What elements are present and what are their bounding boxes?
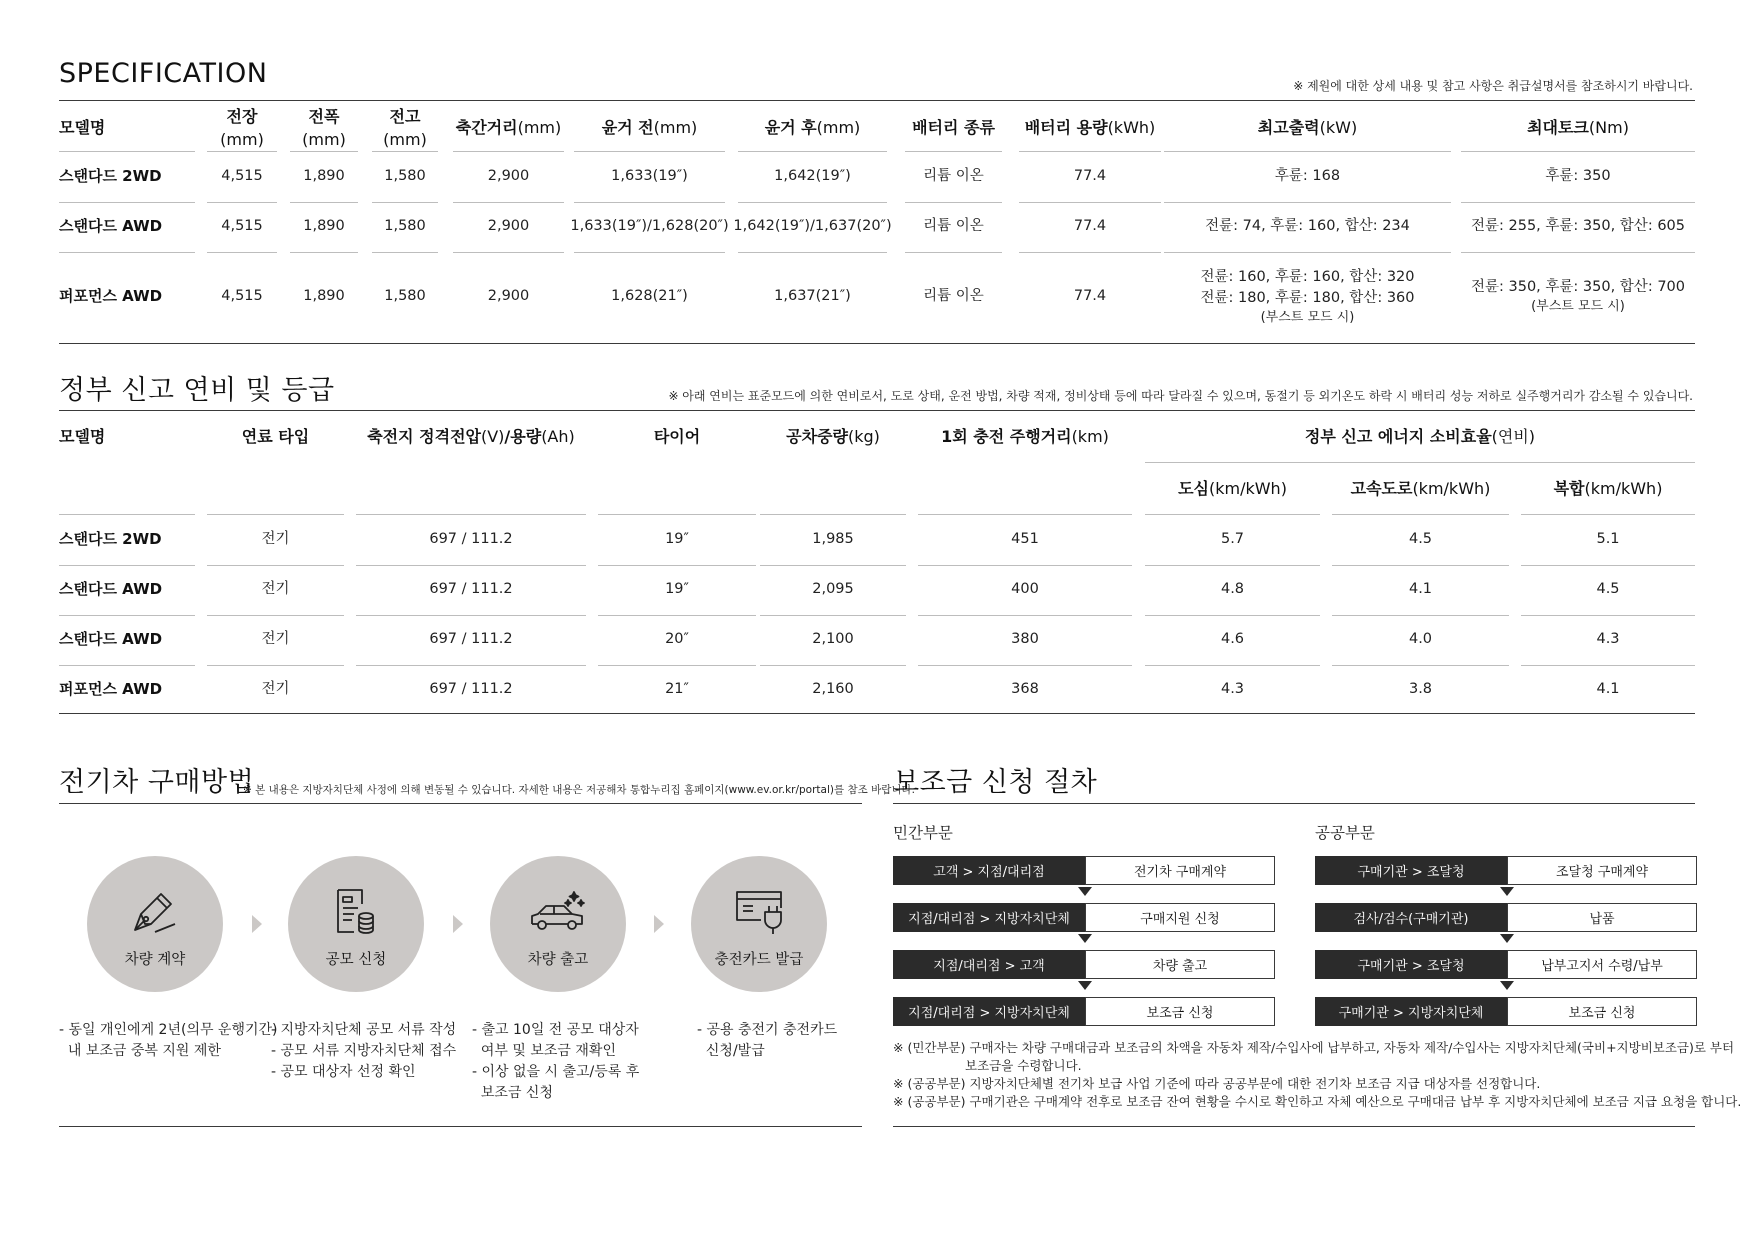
efficiency-cell: 전기	[261, 631, 290, 648]
spec-cell	[1461, 152, 1695, 202]
efficiency-cell: 5.7	[1220, 531, 1245, 548]
flow-down-arrow	[1078, 934, 1092, 943]
subsidy-notes: ※ (민간부문) 구매자는 차량 구매대금과 보조금의 차액을 자동차 제작/수입사에 납부하고, 자동차 제작/수입사는 지방자치단체(국비+지방비보조금)로 부터 보조금을 수령합니다. ※ (공공부문) 지방자치단체별 전기차 보급 사업 기준에 따라 공공부문에 대한 전기차 보조금 지급 대상자를 선정합니다. ※ (공공부문) 구매기관은 구매계약 전후로 보조금 잔여 현황을 수시로 확인하고 자체 예산으로 구매대금 납부 후 지방자치단체에 보조금 지급 요청을 합니다.	[893, 1040, 1742, 1109]
step-arrow	[654, 915, 664, 933]
procedure-from: 지점/대리점 > 지방자치단체	[893, 997, 1085, 1026]
header-label	[1305, 425, 1535, 448]
efficiency-note: ※ 아래 연비는 표준모드에 의한 연비로서, 도로 상태, 운전 방법, 차량 적재, 정비상태 등에 따라 달라질 수 있으며, 동절기 등 외기온도 하락 시 배터리 성능 저하로 실주행거리가 감소될 수 있습니다.	[668, 389, 1693, 403]
efficiency-cell: 451	[1011, 531, 1039, 548]
header-label	[1025, 116, 1156, 139]
header-text: 전폭	[308, 106, 340, 126]
procedure-from: 검사/검수(구매기관)	[1315, 903, 1507, 932]
header-unit: (kWh)	[1107, 118, 1156, 138]
header-text: 1회 충전 주행거리	[941, 427, 1072, 447]
spec-cell	[1164, 252, 1451, 342]
header-text: 고속도로	[1350, 479, 1413, 499]
model-name: 스탠다드 2WD	[59, 167, 162, 186]
procedure-from: 지점/대리점 > 지방자치단체	[893, 903, 1085, 932]
spec-cell	[1164, 202, 1451, 252]
efficiency-cell: 19″	[665, 581, 689, 598]
procedure-from: 지점/대리점 > 고객	[893, 950, 1085, 979]
header-text: 배터리 용량	[1024, 118, 1108, 138]
procedure-action: 납품	[1507, 903, 1697, 932]
efficiency-cell: 2,095	[812, 581, 854, 598]
purchase-note: ※ 본 내용은 지방자치단체 사정에 의해 변동될 수 있습니다. 자세한 내용은 저공해차 통합누리집 홈페이지(www.ev.or.kr/portal)를 참조 바랍니다.	[243, 784, 915, 796]
header-unit: (km/kWh)	[1412, 479, 1491, 499]
efficiency-cell: 4.8	[1220, 581, 1245, 598]
efficiency-top-rule	[59, 410, 1695, 411]
efficiency-cell: 697 / 111.2	[429, 531, 513, 548]
purchase-top-rule	[59, 803, 862, 804]
header-unit: (연비)	[1491, 427, 1536, 447]
cell-line: 후륜: 350	[1545, 168, 1611, 185]
spec-cell: 77.4	[1073, 218, 1107, 235]
spec-cell: 1,580	[384, 218, 426, 235]
spec-cell: 1,637(21″)	[774, 288, 851, 305]
efficiency-header-cell	[207, 415, 344, 459]
efficiency-cell: 19″	[665, 531, 689, 548]
header-text: 도심	[1178, 479, 1209, 499]
spec-cell	[1461, 252, 1695, 342]
procedure-action: 전기차 구매계약	[1085, 856, 1275, 885]
header-unit: (mm)	[816, 118, 861, 138]
spec-header-cell	[574, 106, 725, 150]
spec-cell: 1,633(19″)/1,628(20″)	[570, 218, 729, 235]
efficiency-cell: 697 / 111.2	[429, 681, 513, 698]
header-text: 윤거 전	[601, 118, 654, 138]
efficiency-header-cell	[598, 415, 756, 459]
efficiency-cell: 4.0	[1408, 631, 1433, 648]
model-name: 스탠다드 AWD	[59, 217, 163, 236]
header-text: 윤거 후	[764, 118, 817, 138]
header-text: 공차중량	[786, 427, 848, 447]
header-unit: (mm)	[302, 130, 346, 149]
efficiency-title: 정부 신고 연비 및 등급	[59, 375, 335, 406]
step-delivery	[490, 856, 626, 992]
header-text: 정부 신고 에너지 소비효율	[1304, 427, 1492, 447]
spec-cell: 1,890	[303, 288, 345, 305]
model-name: 스탠다드 2WD	[59, 530, 162, 549]
spec-header-cell	[290, 106, 358, 150]
step-arrow	[252, 915, 262, 933]
charge-card-icon	[731, 886, 787, 938]
header-label	[1527, 116, 1629, 139]
efficiency-cell: 21″	[665, 681, 689, 698]
spec-cell: 1,633(19″)	[611, 168, 688, 185]
step-description-delivery: - 출고 10일 전 공모 대상자 여부 및 보조금 재확인 - 이상 없을 시 출고/등록 후 보조금 신청	[472, 1022, 640, 1101]
header-text: 최고출력	[1257, 118, 1320, 138]
step-description-contract: - 동일 개인에게 2년(의무 운행기간) 내 보조금 중복 지원 제한	[59, 1022, 278, 1059]
cell-lines	[1545, 166, 1610, 187]
header-label	[242, 425, 309, 448]
efficiency-cell: 1,985	[812, 531, 854, 548]
header-label	[59, 116, 105, 139]
procedure-action: 조달청 구매계약	[1507, 856, 1697, 885]
header-text: /용량	[504, 427, 542, 447]
spec-cell: 1,580	[384, 288, 426, 305]
spec-cell: 4,515	[221, 218, 263, 235]
efficiency-cell: 697 / 111.2	[429, 581, 513, 598]
spec-header-cell	[738, 106, 887, 150]
efficiency-cell: 3.8	[1408, 681, 1433, 698]
header-unit: (km/kWh)	[1584, 479, 1663, 499]
efficiency-subheader-cell	[1521, 466, 1695, 512]
header-label	[372, 105, 438, 151]
header-unit: (mm)	[653, 118, 698, 138]
header-unit: (V)	[480, 427, 505, 447]
header-text: 타이어	[653, 427, 701, 447]
efficiency-cell: 2,160	[812, 681, 854, 698]
efficiency-cell: 4.5	[1408, 531, 1433, 548]
flow-down-arrow	[1500, 887, 1514, 896]
header-label	[912, 116, 995, 139]
header-label	[290, 105, 358, 151]
efficiency-header-cell	[356, 415, 586, 459]
header-text: 모델명	[59, 118, 106, 138]
step-label: 차량 출고	[527, 952, 589, 968]
cell-line: 전륜: 255, 후륜: 350, 합산: 605	[1471, 218, 1685, 235]
step-description-apply: - 지방자치단체 공모 서류 작성 - 공모 서류 지방자치단체 접수 - 공모 대상자 선정 확인	[271, 1022, 457, 1080]
spec-cell: 1,642(19″)	[774, 168, 851, 185]
efficiency-cell: 400	[1011, 581, 1039, 598]
spec-cell: 1,580	[384, 168, 426, 185]
purchase-title: 전기차 구매방법	[59, 767, 255, 798]
spec-cell: 1,628(21″)	[611, 288, 688, 305]
spec-cell: 리튬 이온	[923, 288, 984, 305]
cell-note: (부스트 모드 시)	[1260, 309, 1355, 325]
spec-cell: 77.4	[1073, 168, 1107, 185]
header-label	[1258, 116, 1357, 139]
header-unit: (Ah)	[541, 427, 575, 447]
header-text: 축간거리	[455, 118, 518, 138]
subsidy-top-rule	[893, 803, 1695, 804]
spec-header-cell	[207, 106, 277, 150]
spec-cell	[1164, 152, 1451, 202]
spec-title: SPECIFICATION	[59, 58, 268, 89]
cell-lines	[1201, 267, 1415, 328]
efficiency-cell: 전기	[261, 531, 290, 548]
flow-down-arrow	[1500, 934, 1514, 943]
efficiency-cell: 4.3	[1220, 681, 1245, 698]
efficiency-cell: 4.1	[1408, 581, 1433, 598]
spec-cell: 리튬 이온	[923, 168, 984, 185]
efficiency-subheader-cell	[1332, 466, 1509, 512]
efficiency-header-cell	[918, 415, 1132, 459]
procedure-from: 구매기관 > 지방자치단체	[1315, 997, 1507, 1026]
procedure-from: 고객 > 지점/대리점	[893, 856, 1085, 885]
spec-header-cell	[453, 106, 564, 150]
spec-header-cell	[905, 106, 1002, 150]
header-label	[1351, 477, 1491, 500]
flow-down-arrow	[1500, 981, 1514, 990]
header-label	[1178, 477, 1287, 500]
efficiency-header-cell	[59, 415, 195, 459]
header-unit: (kg)	[847, 427, 880, 447]
efficiency-group-header	[1145, 415, 1695, 459]
spec-cell: 1,642(19″)/1,637(20″)	[733, 218, 892, 235]
efficiency-cell: 4.5	[1596, 581, 1620, 598]
header-text: 배터리 종류	[912, 118, 995, 138]
step-description-card: - 공용 충전기 충전카드 신청/발급	[697, 1022, 838, 1059]
header-label	[456, 116, 561, 139]
header-text: 축전지 정격전압	[367, 427, 481, 447]
efficiency-bottom-rule	[59, 713, 1695, 714]
procedure-action: 납부고지서 수령/납부	[1507, 950, 1697, 979]
header-unit: (kW)	[1319, 118, 1358, 138]
step-apply	[288, 856, 424, 992]
header-unit: (mm)	[517, 118, 562, 138]
spec-header-cell	[372, 106, 438, 150]
cell-lines	[1275, 166, 1340, 187]
spec-cell	[1461, 202, 1695, 252]
model-name: 퍼포먼스 AWD	[59, 680, 163, 699]
document-coins-icon	[328, 886, 384, 938]
header-unit: (mm)	[220, 130, 264, 149]
procedure-from: 구매기관 > 조달청	[1315, 950, 1507, 979]
cell-line: 전륜: 180, 후륜: 180, 합산: 360	[1200, 289, 1415, 306]
header-unit: (km/kWh)	[1208, 479, 1287, 499]
spec-cell: 4,515	[221, 168, 263, 185]
public-sector-title: 공공부문	[1315, 824, 1375, 842]
step-card	[691, 856, 827, 992]
model-name: 스탠다드 AWD	[59, 580, 163, 599]
header-label	[602, 116, 698, 139]
header-unit: (km)	[1071, 427, 1109, 447]
procedure-action: 차량 출고	[1085, 950, 1275, 979]
cell-line: 전륜: 350, 후륜: 350, 합산: 700	[1471, 279, 1685, 296]
header-label	[367, 425, 575, 448]
header-label	[786, 425, 880, 448]
header-text: 전고	[389, 106, 421, 126]
spec-header-cell	[1164, 106, 1451, 150]
car-sparkle-icon	[528, 886, 588, 938]
spec-cell: 2,900	[487, 288, 530, 305]
efficiency-cell: 2,100	[812, 631, 854, 648]
cell-lines	[1471, 277, 1685, 317]
procedure-action: 구매지원 신청	[1085, 903, 1275, 932]
header-label	[765, 116, 861, 139]
spec-cell: 1,890	[303, 168, 345, 185]
step-contract	[87, 856, 223, 992]
header-text: 최대토크	[1527, 118, 1589, 138]
header-text: 전장	[226, 106, 258, 126]
efficiency-cell: 4.6	[1220, 631, 1245, 648]
step-label: 공모 신청	[325, 952, 387, 968]
efficiency-cell: 전기	[261, 681, 290, 698]
header-label	[1554, 477, 1663, 500]
model-name: 퍼포먼스 AWD	[59, 287, 163, 306]
subsidy-bottom-rule	[893, 1126, 1695, 1127]
cell-lines	[1205, 216, 1410, 237]
spec-note: ※ 제원에 대한 상세 내용 및 참고 사항은 취급설명서를 참조하시기 바랍니다.	[1293, 79, 1693, 93]
efficiency-cell: 전기	[261, 581, 290, 598]
efficiency-cell: 380	[1011, 631, 1039, 648]
cell-note: (부스트 모드 시)	[1531, 299, 1625, 315]
efficiency-cell: 368	[1011, 681, 1039, 698]
spec-header-cell	[1019, 106, 1161, 150]
step-label: 차량 계약	[124, 952, 186, 968]
header-unit: (mm)	[383, 130, 427, 149]
spec-cell: 2,900	[487, 168, 530, 185]
private-sector-title: 민간부문	[893, 824, 953, 842]
efficiency-cell: 4.1	[1596, 681, 1620, 698]
spec-bottom-rule	[59, 343, 1695, 344]
subsidy-title: 보조금 신청 절차	[893, 767, 1098, 798]
header-text: 연료 타입	[241, 427, 310, 447]
header-label	[207, 105, 277, 151]
spec-cell: 리튬 이온	[923, 218, 984, 235]
step-arrow	[453, 915, 463, 933]
cell-line: 전륜: 74, 후륜: 160, 합산: 234	[1205, 218, 1410, 235]
spec-cell: 2,900	[487, 218, 530, 235]
efficiency-cell: 4.3	[1596, 631, 1620, 648]
model-name: 스탠다드 AWD	[59, 630, 163, 649]
header-label	[654, 425, 700, 448]
spec-cell: 4,515	[221, 288, 263, 305]
cell-lines	[1471, 216, 1685, 237]
group-rule	[1145, 462, 1695, 463]
efficiency-cell: 697 / 111.2	[429, 631, 513, 648]
spec-cell: 77.4	[1073, 288, 1107, 305]
spec-header-cell	[59, 106, 195, 150]
spec-top-rule	[59, 100, 1695, 101]
spec-cell: 1,890	[303, 218, 345, 235]
header-label	[941, 425, 1109, 448]
header-label	[59, 425, 105, 448]
pen-nib-icon	[127, 886, 183, 938]
efficiency-subheader-cell	[1145, 466, 1320, 512]
flow-down-arrow	[1078, 887, 1092, 896]
header-text: 모델명	[59, 427, 106, 447]
header-unit: (Nm)	[1588, 118, 1629, 138]
procedure-action: 보조금 신청	[1507, 997, 1697, 1026]
procedure-action: 보조금 신청	[1085, 997, 1275, 1026]
efficiency-header-cell	[760, 415, 906, 459]
spec-header-cell	[1461, 106, 1695, 150]
procedure-from: 구매기관 > 조달청	[1315, 856, 1507, 885]
cell-line: 전륜: 160, 후륜: 160, 합산: 320	[1200, 268, 1415, 285]
header-text: 복합	[1553, 479, 1585, 499]
cell-line: 후륜: 168	[1274, 168, 1341, 185]
efficiency-cell: 5.1	[1596, 531, 1620, 548]
step-label: 충전카드 발급	[714, 952, 804, 968]
efficiency-cell: 20″	[665, 631, 689, 648]
purchase-bottom-rule	[59, 1126, 862, 1127]
flow-down-arrow	[1078, 981, 1092, 990]
